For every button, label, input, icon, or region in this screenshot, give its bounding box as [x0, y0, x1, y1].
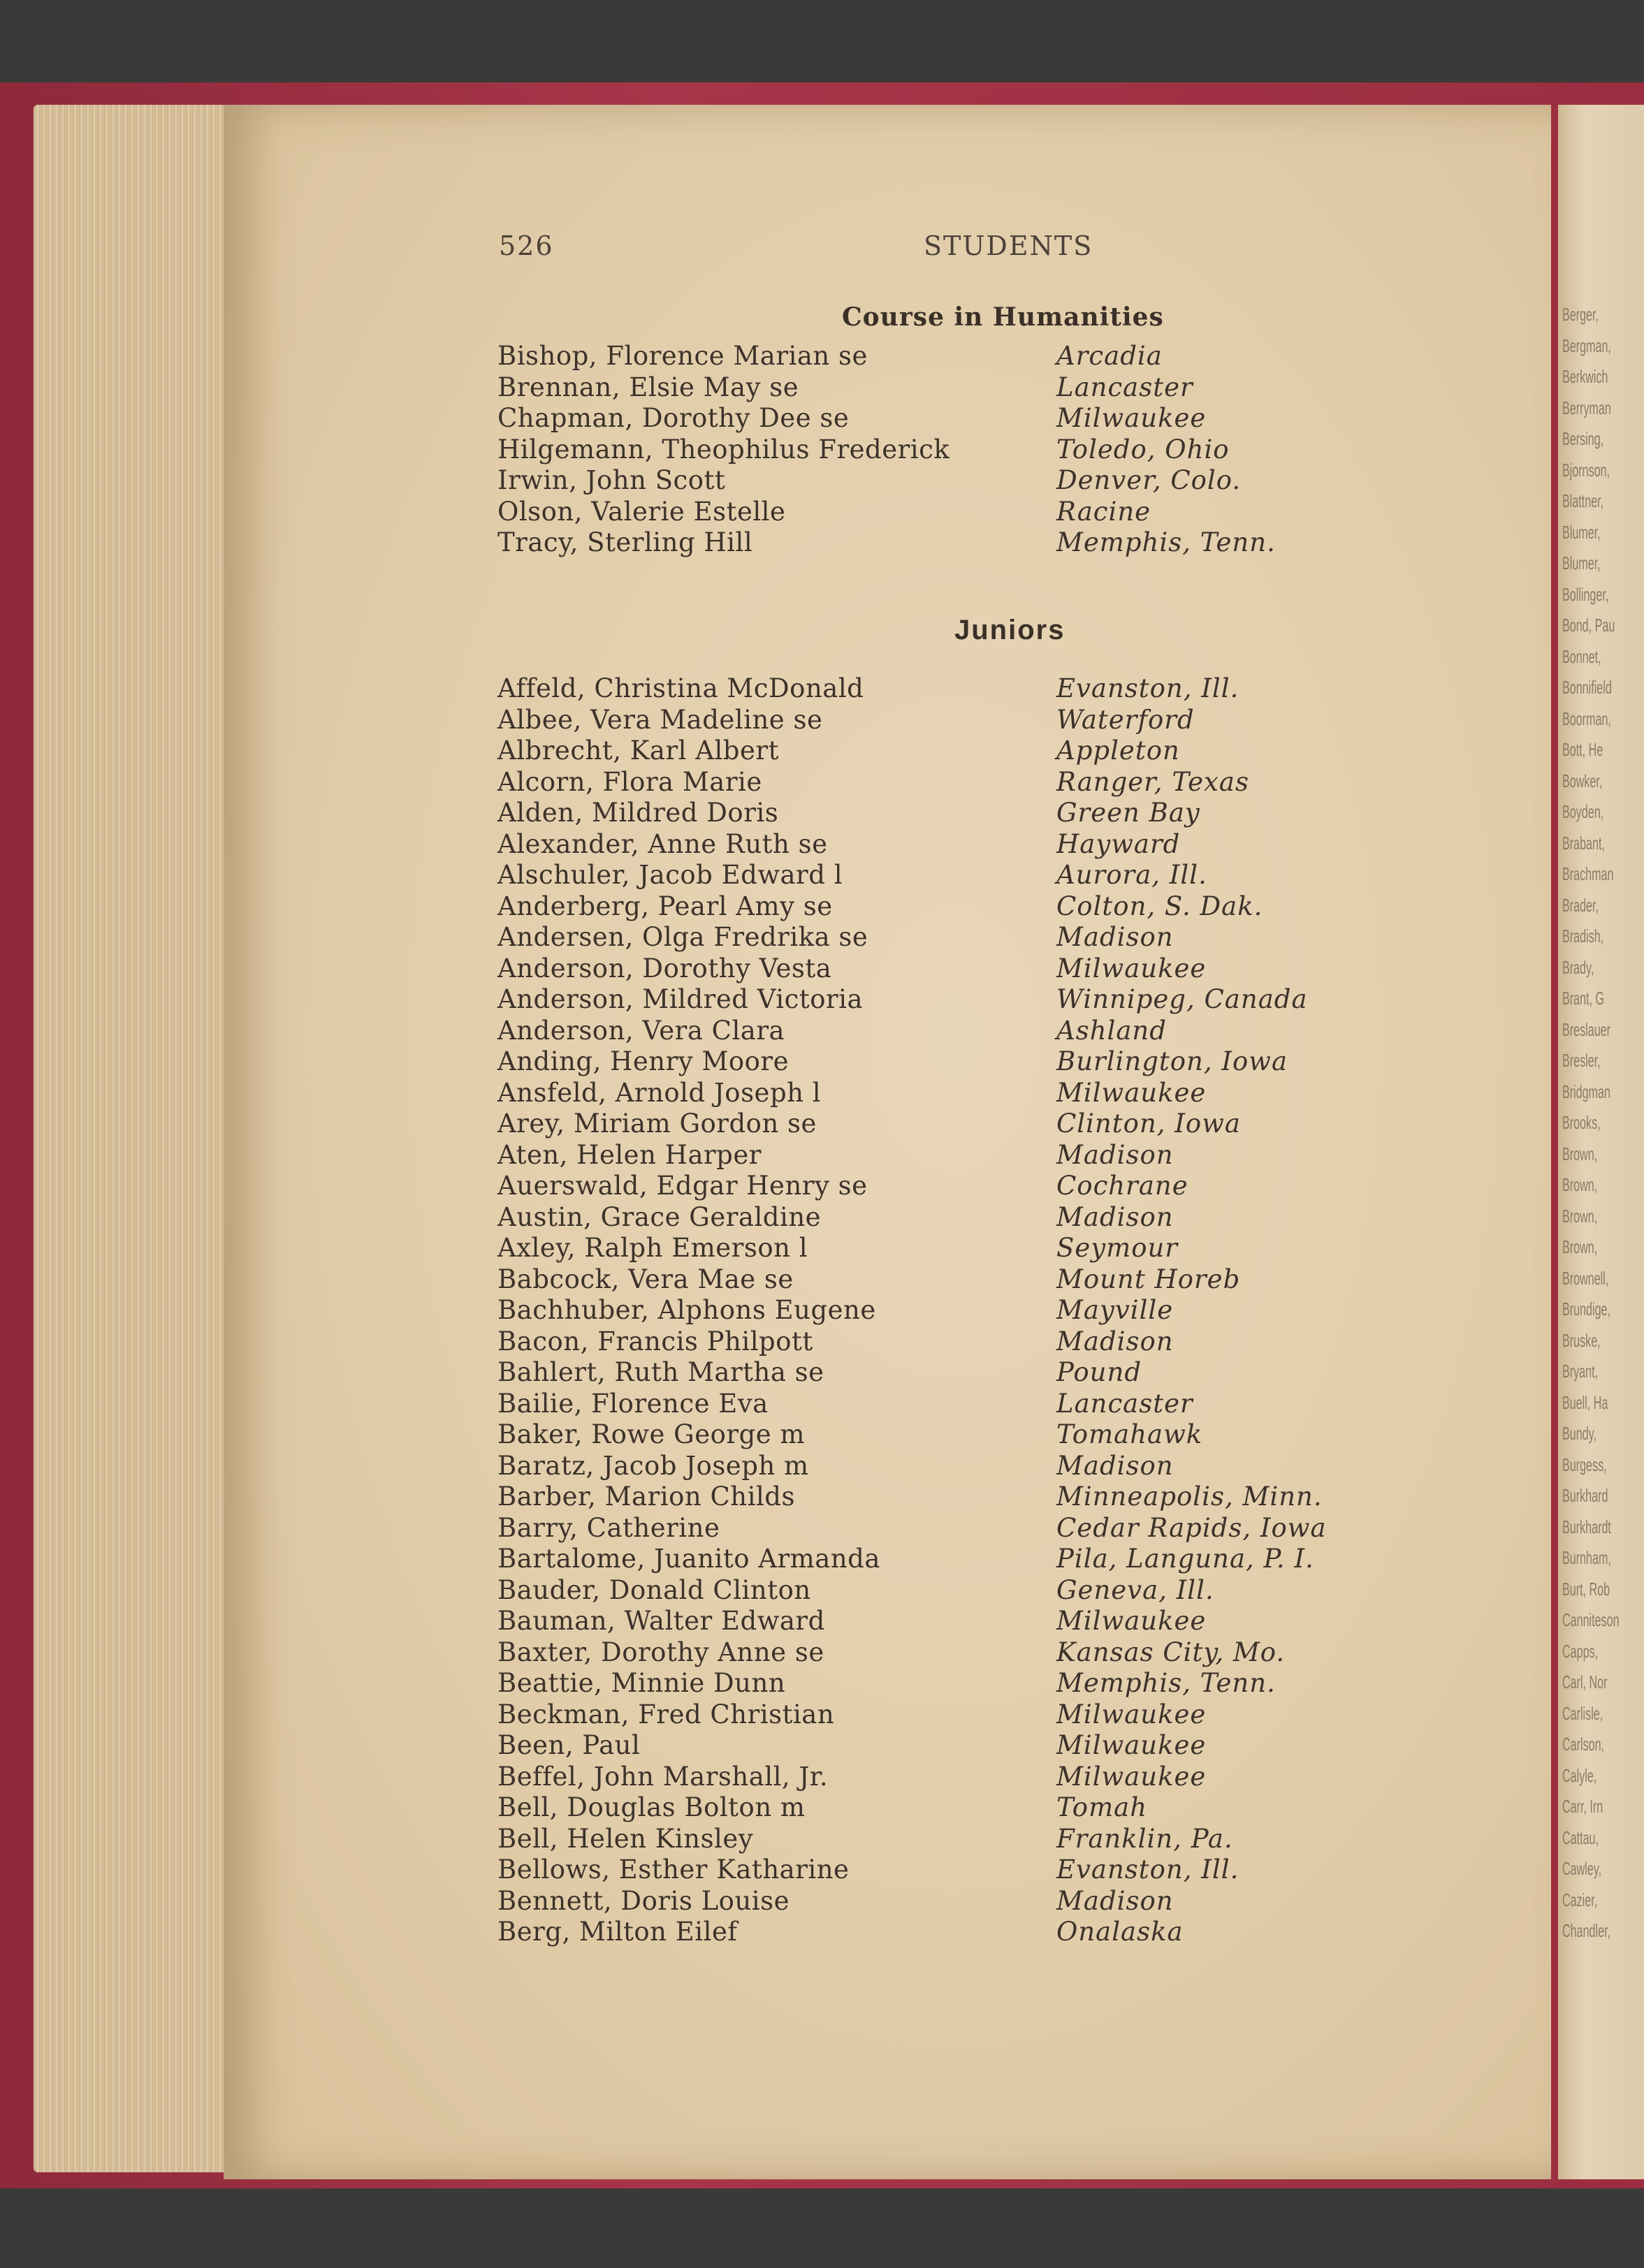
student-name: Olson, Valerie Estelle: [497, 496, 786, 527]
student-hometown: Aurora, Ill.: [1056, 860, 1207, 890]
student-hometown: Milwaukee: [1056, 1761, 1207, 1792]
student-hometown: Mayville: [1056, 1295, 1174, 1325]
next-page-name: Bradish,: [1562, 926, 1604, 946]
next-page-name: Brant, G: [1562, 988, 1605, 1009]
student-name: Barber, Marion Childs: [497, 1481, 795, 1512]
student-hometown: Pila, Languna, P. I.: [1056, 1544, 1314, 1574]
next-page-name: Berkwich: [1562, 366, 1608, 387]
student-name: Hilgemann, Theophilus Frederick: [497, 434, 950, 464]
next-page-name: Brown,: [1562, 1205, 1598, 1227]
student-hometown: Clinton, Iowa: [1056, 1109, 1241, 1139]
next-page-name: Canniteson: [1562, 1609, 1620, 1630]
next-page-name: Berger,: [1562, 304, 1599, 325]
next-page-name: Capps,: [1562, 1640, 1599, 1662]
list-item: [497, 922, 1406, 953]
list-item: [497, 1357, 1406, 1388]
next-page-name: Carlisle,: [1562, 1702, 1603, 1724]
student-name: Alexander, Anne Ruth se: [497, 828, 828, 859]
running-title: STUDENTS: [924, 231, 1093, 261]
next-page-name: Bowker,: [1562, 770, 1603, 791]
list-item: [497, 1854, 1406, 1885]
list-item: [497, 403, 1406, 434]
student-hometown: Evanston, Ill.: [1056, 673, 1239, 703]
student-name: Affeld, Christina McDonald: [497, 673, 864, 703]
student-hometown: Onalaska: [1056, 1917, 1184, 1947]
student-name: Bahlert, Ruth Martha se: [497, 1357, 824, 1387]
list-item: [497, 1326, 1406, 1357]
next-page-name: Brooks,: [1562, 1112, 1601, 1133]
next-page-name: Burnham,: [1562, 1547, 1611, 1568]
student-hometown: Milwaukee: [1056, 1606, 1207, 1636]
student-name: Aten, Helen Harper: [497, 1139, 762, 1170]
list-item: [497, 736, 1406, 766]
list-item: [497, 767, 1406, 798]
list-item: [497, 705, 1406, 736]
student-name: Axley, Ralph Emerson l: [497, 1233, 808, 1263]
next-page-name: Brabant,: [1562, 832, 1605, 854]
student-hometown: Colton, S. Dak.: [1056, 891, 1263, 921]
student-name: Bellows, Esther Katharine: [497, 1854, 850, 1885]
next-page-name: Buell, Ha: [1562, 1391, 1608, 1413]
next-page-name: Calyle,: [1562, 1764, 1597, 1786]
student-hometown: Kansas City, Mo.: [1056, 1637, 1286, 1667]
next-page-name: Chandler,: [1562, 1920, 1611, 1941]
list-item: [497, 1419, 1406, 1450]
list-item: [497, 465, 1406, 496]
student-hometown: Winnipeg, Canada: [1056, 984, 1308, 1014]
student-hometown: Geneva, Ill.: [1056, 1574, 1214, 1605]
next-page-name: Brady,: [1562, 956, 1594, 978]
student-name: Bachhuber, Alphons Eugene: [497, 1295, 876, 1325]
next-page-name: Brader,: [1562, 894, 1599, 916]
student-name: Tracy, Sterling Hill: [497, 527, 753, 557]
student-name: Irwin, John Scott: [497, 465, 726, 495]
list-item: [497, 1264, 1406, 1295]
student-name: Baxter, Dorothy Anne se: [497, 1637, 824, 1667]
student-hometown: Mount Horeb: [1056, 1264, 1241, 1294]
student-hometown: Madison: [1056, 922, 1174, 952]
list-item: [497, 1046, 1406, 1077]
next-page-name: Cattau,: [1562, 1827, 1599, 1848]
list-item: [497, 1140, 1406, 1171]
student-name: Anderson, Mildred Victoria: [497, 984, 864, 1014]
student-hometown: Burlington, Iowa: [1056, 1046, 1288, 1076]
student-hometown: Cedar Rapids, Iowa: [1056, 1512, 1327, 1543]
student-name: Auerswald, Edgar Henry se: [497, 1171, 868, 1201]
list-item: [497, 1451, 1406, 1481]
list-item: [497, 798, 1406, 828]
next-page-name: Bergman,: [1562, 335, 1611, 356]
student-hometown: Ashland: [1056, 1015, 1167, 1046]
next-page-name: Burgess,: [1562, 1454, 1607, 1475]
student-hometown: Ranger, Texas: [1056, 766, 1249, 797]
student-name: Anderberg, Pearl Amy se: [497, 891, 833, 921]
student-hometown: Hayward: [1056, 828, 1181, 859]
student-hometown: Madison: [1056, 1201, 1174, 1232]
next-page-name: Burkhard: [1562, 1485, 1608, 1506]
list-item: [497, 1109, 1406, 1139]
list-item: [497, 1295, 1406, 1326]
student-hometown: Madison: [1056, 1885, 1174, 1916]
student-hometown: Lancaster: [1056, 372, 1193, 402]
list-item: [497, 1668, 1406, 1699]
next-page-name: Breslauer: [1562, 1018, 1610, 1040]
next-page-name: Blattner,: [1562, 490, 1604, 511]
student-hometown: Memphis, Tenn.: [1056, 1668, 1276, 1698]
student-name: Baratz, Jacob Joseph m: [497, 1450, 809, 1481]
next-page-name: Bersing,: [1562, 428, 1604, 449]
next-page-name: Bundy,: [1562, 1423, 1596, 1444]
student-hometown: Madison: [1056, 1326, 1174, 1356]
next-page-name: Burkhardt: [1562, 1516, 1611, 1537]
student-name: Bailie, Florence Eva: [497, 1388, 769, 1419]
list-item: [497, 984, 1406, 1015]
list-item: [497, 341, 1406, 372]
next-page-name: Bond, Pau: [1562, 615, 1615, 636]
next-page-name: Bryant,: [1562, 1361, 1599, 1382]
student-name: Alcorn, Flora Marie: [497, 766, 762, 797]
list-item: [497, 1575, 1406, 1606]
list-item: [497, 1233, 1406, 1264]
student-name: Bauder, Donald Clinton: [497, 1574, 811, 1605]
next-page-edge: [1558, 105, 1644, 2179]
list-item: [497, 1078, 1406, 1109]
section-title-humanities: Course in Humanities: [842, 302, 1164, 332]
student-name: Alden, Mildred Doris: [497, 798, 779, 828]
student-hometown: Denver, Colo.: [1056, 465, 1242, 495]
student-hometown: Madison: [1056, 1450, 1174, 1481]
student-name: Bennett, Doris Louise: [497, 1885, 790, 1916]
student-hometown: Appleton: [1056, 736, 1180, 766]
list-item: [497, 1824, 1406, 1854]
list-item: [497, 891, 1406, 922]
student-name: Beckman, Fred Christian: [497, 1699, 835, 1729]
list-item: [497, 1171, 1406, 1201]
student-hometown: Tomah: [1056, 1792, 1148, 1822]
student-name: Albrecht, Karl Albert: [497, 736, 779, 766]
list-item: [497, 1917, 1406, 1947]
next-page-name: Bonnifield: [1562, 677, 1612, 698]
student-hometown: Minneapolis, Minn.: [1056, 1481, 1323, 1512]
list-item: [497, 1637, 1406, 1668]
list-item: [497, 1513, 1406, 1544]
list-item: [497, 673, 1406, 704]
list-item: [497, 1792, 1406, 1823]
list-item: [497, 434, 1406, 465]
student-name: Ansfeld, Arnold Joseph l: [497, 1077, 822, 1108]
list-item: [497, 1016, 1406, 1046]
next-page-name: Bruske,: [1562, 1329, 1601, 1351]
next-page-name: Berryman: [1562, 397, 1611, 418]
list-item: [497, 497, 1406, 527]
student-hometown: Milwaukee: [1056, 1077, 1207, 1108]
next-page-name: Brownell,: [1562, 1267, 1609, 1289]
student-name: Bacon, Francis Philpott: [497, 1326, 813, 1356]
student-hometown: Waterford: [1056, 704, 1195, 735]
student-hometown: Milwaukee: [1056, 1730, 1207, 1760]
student-name: Anding, Henry Moore: [497, 1046, 789, 1076]
page-number: 526: [499, 231, 554, 261]
student-name: Bauman, Walter Edward: [497, 1606, 825, 1636]
list-item: [497, 1481, 1406, 1512]
next-page-name: Boyden,: [1562, 801, 1604, 822]
next-page-name: Boorman,: [1562, 708, 1611, 729]
next-page-name: Bridgman: [1562, 1081, 1610, 1102]
list-item: [497, 1886, 1406, 1917]
next-page-name: Blumer,: [1562, 521, 1601, 543]
student-hometown: Memphis, Tenn.: [1056, 527, 1276, 557]
next-page-name: Carr, Irn: [1562, 1796, 1603, 1817]
student-hometown: Milwaukee: [1056, 403, 1207, 433]
student-hometown: Evanston, Ill.: [1056, 1854, 1239, 1885]
student-hometown: Franklin, Pa.: [1056, 1823, 1233, 1854]
student-hometown: Seymour: [1056, 1233, 1179, 1263]
student-name: Bishop, Florence Marian se: [497, 341, 868, 371]
next-page-name: Brachman: [1562, 863, 1614, 884]
student-name: Berg, Milton Eilef: [497, 1917, 738, 1947]
student-name: Chapman, Dorothy Dee se: [497, 403, 850, 433]
student-name: Anderson, Vera Clara: [497, 1015, 785, 1046]
section-title-juniors: Juniors: [954, 615, 1065, 645]
next-page-name: Bjornson,: [1562, 459, 1610, 481]
student-name: Beattie, Minnie Dunn: [497, 1668, 786, 1698]
next-page-name: Brown,: [1562, 1174, 1598, 1195]
student-name: Baker, Rowe George m: [497, 1419, 806, 1449]
next-page-name: Carlson,: [1562, 1734, 1605, 1755]
student-name: Albee, Vera Madeline se: [497, 704, 823, 735]
list-item: [497, 1389, 1406, 1419]
student-name: Brennan, Elsie May se: [497, 372, 799, 402]
list-item: [497, 953, 1406, 984]
student-hometown: Cochrane: [1056, 1171, 1188, 1201]
next-page-name: Bresler,: [1562, 1050, 1601, 1071]
next-page-name: Brown,: [1562, 1236, 1598, 1257]
student-name: Babcock, Vera Mae se: [497, 1264, 794, 1294]
next-page-name: Brown,: [1562, 1143, 1598, 1164]
student-hometown: Tomahawk: [1056, 1419, 1203, 1449]
list-item: [497, 372, 1406, 403]
student-hometown: Racine: [1056, 496, 1151, 527]
list-item: [497, 1544, 1406, 1574]
list-item: [497, 1606, 1406, 1637]
list-item: [497, 1202, 1406, 1233]
student-hometown: Arcadia: [1056, 341, 1163, 371]
student-name: Arey, Miriam Gordon se: [497, 1109, 817, 1139]
student-name: Beffel, John Marshall, Jr.: [497, 1761, 829, 1792]
next-page-name: Cawley,: [1562, 1858, 1602, 1879]
student-hometown: Lancaster: [1056, 1388, 1193, 1419]
list-item: [497, 1730, 1406, 1761]
student-hometown: Pound: [1056, 1357, 1142, 1387]
student-name: Barry, Catherine: [497, 1512, 720, 1543]
next-page-name: Brundige,: [1562, 1298, 1611, 1319]
list-item: [497, 1699, 1406, 1730]
next-page-name: Burt, Rob: [1562, 1578, 1610, 1600]
student-hometown: Green Bay: [1056, 798, 1200, 828]
student-name: Alschuler, Jacob Edward l: [497, 860, 843, 890]
student-name: Austin, Grace Geraldine: [497, 1201, 822, 1232]
list-item: [497, 829, 1406, 860]
list-item: [497, 860, 1406, 891]
student-name: Bell, Douglas Bolton m: [497, 1792, 806, 1822]
next-page-name: Cazier,: [1562, 1889, 1598, 1910]
student-hometown: Milwaukee: [1056, 953, 1207, 983]
student-hometown: Milwaukee: [1056, 1699, 1207, 1729]
next-page-name: Bollinger,: [1562, 583, 1609, 605]
next-page-name: Carl, Nor: [1562, 1671, 1608, 1692]
next-page-name: Bott, He: [1562, 739, 1603, 760]
list-item: [497, 527, 1406, 558]
list-item: [497, 1762, 1406, 1792]
next-page-name: Blumer,: [1562, 553, 1601, 573]
student-hometown: Madison: [1056, 1139, 1174, 1170]
student-name: Been, Paul: [497, 1730, 641, 1760]
student-hometown: Toledo, Ohio: [1056, 434, 1230, 464]
student-name: Anderson, Dorothy Vesta: [497, 953, 832, 983]
student-name: Bell, Helen Kinsley: [497, 1823, 754, 1854]
student-name: Bartalome, Juanito Armanda: [497, 1544, 880, 1574]
next-page-name: Bonnet,: [1562, 645, 1601, 667]
student-name: Andersen, Olga Fredrika se: [497, 922, 868, 952]
